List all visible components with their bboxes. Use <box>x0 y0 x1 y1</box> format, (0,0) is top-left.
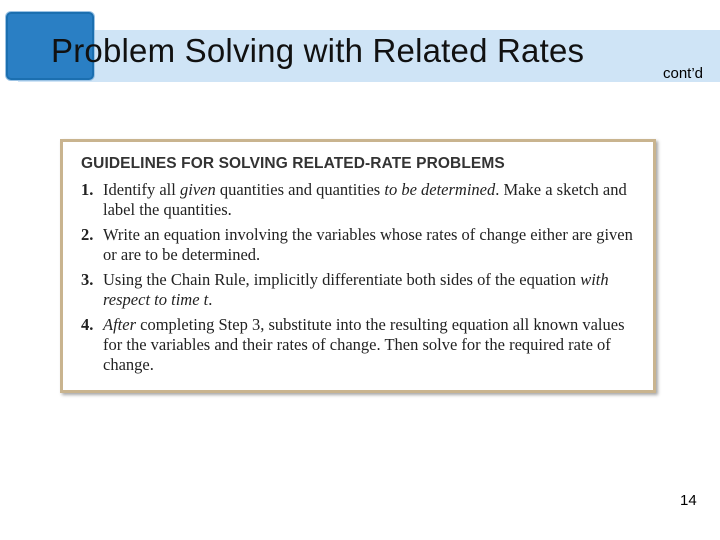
step-text: . <box>208 290 213 309</box>
step-number: 4. <box>81 315 94 334</box>
step-text: Using the Chain Rule, implicitly differentiate both sides of the equation <box>103 270 581 289</box>
step-number: 3. <box>81 270 94 289</box>
step-text: . Make a sketch and label the quantities. <box>103 180 627 219</box>
step-text: completing Step 3, substitute into the resulting equation all known values for the variables and their rates of change. Then solve for the required rate of change. <box>103 315 625 374</box>
guideline-step <box>81 315 641 375</box>
page-number: 14 <box>680 492 697 509</box>
step-number: 2. <box>81 225 94 244</box>
slide-title: Problem Solving with Related Rates <box>51 32 585 69</box>
step-text: Identify all <box>103 180 180 199</box>
guidelines-steps-list <box>81 180 641 380</box>
guideline-step <box>81 180 641 220</box>
step-text: to be determined <box>384 180 496 199</box>
continued-label: cont’d <box>663 65 704 82</box>
step-text: After <box>103 315 136 334</box>
step-text: with respect to time t <box>103 270 609 309</box>
step-text: quantities and quantities <box>215 180 385 199</box>
step-text: given <box>179 180 216 199</box>
guidelines-heading: GUIDELINES FOR SOLVING RELATED-RATE PROBLEMS <box>81 155 505 172</box>
step-text: Write an equation involving the variables whose rates of change either are given or are to be determined. <box>103 225 633 264</box>
guideline-step <box>81 225 641 265</box>
step-number: 1. <box>81 180 94 199</box>
guidelines-box <box>60 139 656 393</box>
guideline-step <box>81 270 641 310</box>
